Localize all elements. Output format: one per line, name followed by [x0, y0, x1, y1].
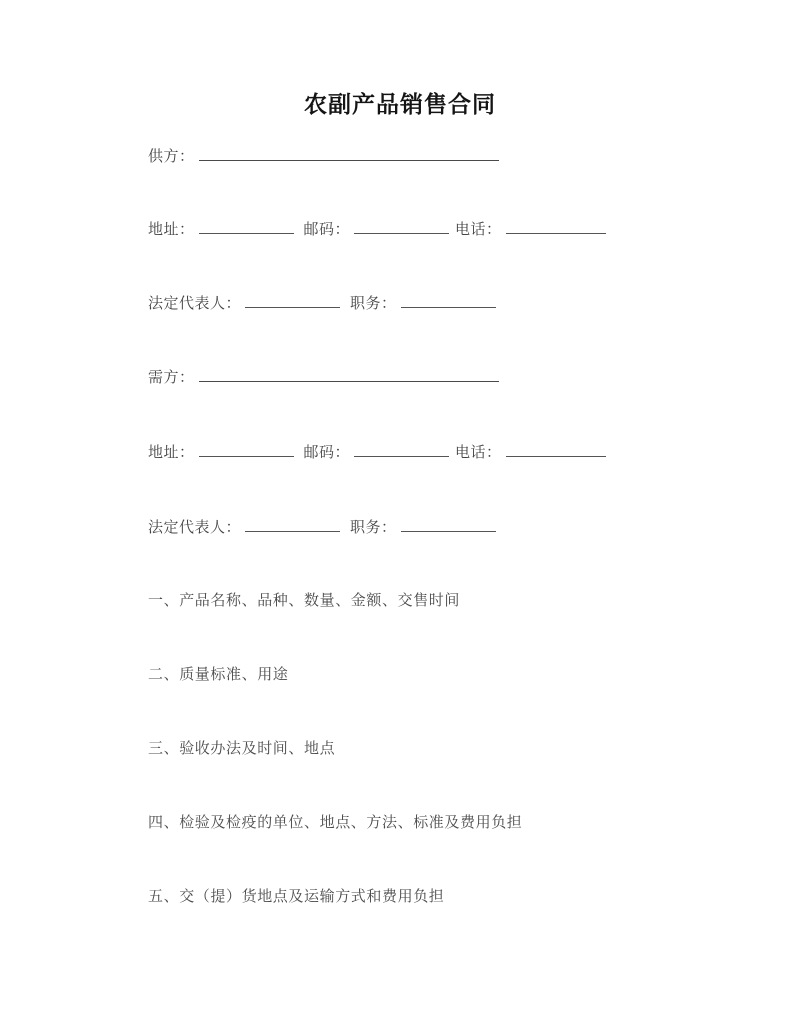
supplier-position-label: 职务： — [350, 294, 397, 312]
supplier-contact-row — [148, 218, 608, 239]
supplier-party-label: 供方： — [148, 147, 195, 165]
clause-item: 二、质量标准、用途 — [148, 665, 289, 683]
buyer-address-label: 地址： — [148, 443, 195, 461]
supplier-address-label: 地址： — [148, 220, 195, 238]
buyer-postcode-input[interactable] — [354, 441, 449, 457]
supplier-postcode-label: 邮码： — [303, 220, 351, 238]
buyer-postcode-label: 邮码： — [303, 443, 351, 461]
clause-item: 四、检验及检疫的单位、地点、方法、标准及费用负担 — [148, 813, 523, 831]
buyer-legal-rep-input[interactable] — [245, 516, 340, 532]
supplier-phone-input[interactable] — [506, 218, 606, 234]
supplier-phone-label: 电话： — [455, 220, 502, 238]
clause-item: 一、产品名称、品种、数量、金额、交售时间 — [148, 591, 461, 609]
buyer-position-label: 职务： — [350, 518, 397, 536]
buyer-legal-rep-row — [148, 516, 498, 537]
supplier-legal-rep-row — [148, 292, 498, 313]
supplier-party-input[interactable] — [199, 145, 499, 161]
clause-item: 五、交（提）货地点及运输方式和费用负担 — [148, 887, 445, 905]
buyer-party-row — [148, 366, 501, 387]
supplier-legal-rep-input[interactable] — [245, 292, 340, 308]
supplier-legal-rep-label: 法定代表人： — [148, 294, 242, 312]
buyer-party-input[interactable] — [199, 366, 499, 382]
buyer-party-label: 需方： — [148, 368, 195, 386]
buyer-address-input[interactable] — [199, 441, 294, 457]
buyer-contact-row — [148, 441, 608, 462]
buyer-phone-input[interactable] — [506, 441, 606, 457]
buyer-legal-rep-label: 法定代表人： — [148, 518, 242, 536]
supplier-postcode-input[interactable] — [354, 218, 449, 234]
buyer-phone-label: 电话： — [455, 443, 502, 461]
supplier-address-input[interactable] — [199, 218, 294, 234]
buyer-position-input[interactable] — [401, 516, 496, 532]
page-title: 农副产品销售合同 — [304, 92, 496, 118]
supplier-party-row — [148, 145, 501, 166]
supplier-position-input[interactable] — [401, 292, 496, 308]
clause-item: 三、验收办法及时间、地点 — [148, 739, 336, 757]
